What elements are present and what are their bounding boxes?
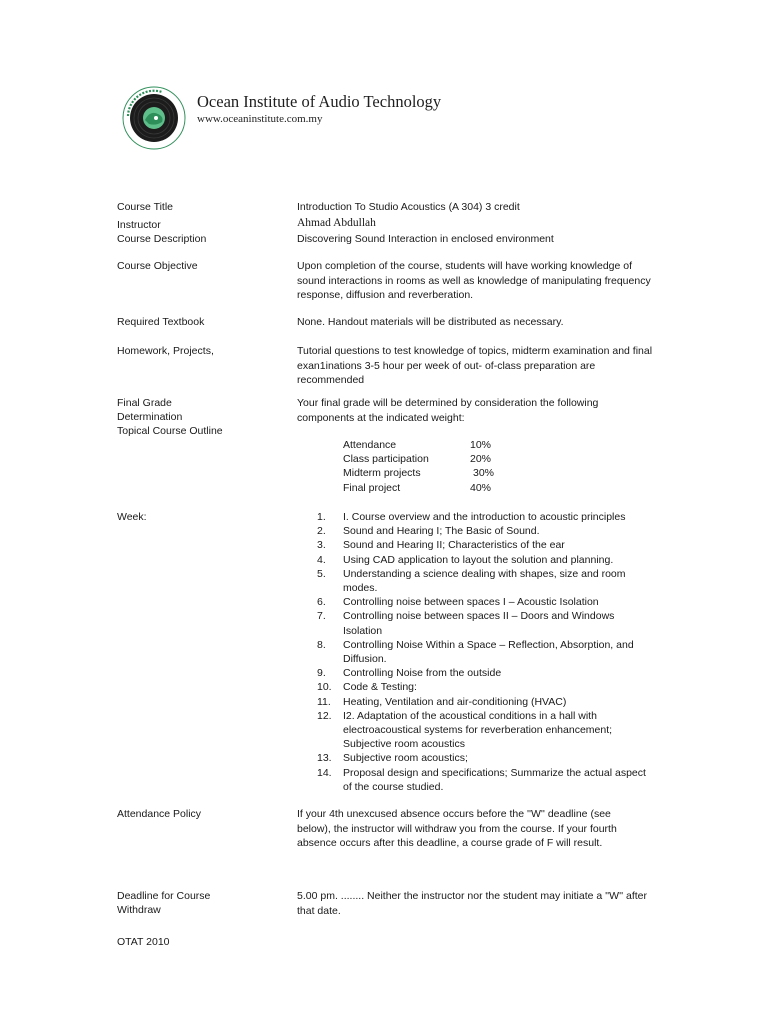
list-number: 7. <box>317 610 326 623</box>
list-item <box>317 567 647 595</box>
grade-weight: 10% <box>470 439 492 451</box>
homework-value: Tutorial questions to test knowledge of topics, midterm examination and final exan1inations 3-5 hour per week of out- of-class preparation are recommended <box>297 345 653 386</box>
list-text: Controlling noise between spaces II – Doors and Windows Isolation <box>343 610 615 637</box>
attendance-policy-label: Attendance Policy <box>117 808 202 820</box>
list-number: 5. <box>317 567 326 580</box>
list-number: 13. <box>317 752 332 765</box>
grade-component: Class participation <box>343 453 429 465</box>
list-text: Using CAD application to layout the solution and planning. <box>343 553 614 566</box>
grade-component: Midterm projects <box>343 467 421 479</box>
list-number: 1. <box>317 511 326 523</box>
list-item <box>317 709 647 752</box>
course-title-label: Course Title <box>117 201 174 213</box>
course-description-value: Discovering Sound Interaction in enclosed environment <box>297 233 554 245</box>
topical-outline-label: Topical Course Outline <box>117 425 223 437</box>
week-list <box>317 510 647 794</box>
list-number: 8. <box>317 638 326 651</box>
list-text: Subjective room acoustics; <box>343 752 468 765</box>
course-title-value: Introduction To Studio Acoustics (A 304) 3 credit <box>297 201 520 213</box>
list-text: Understanding a science dealing with shapes, size and room modes. <box>343 567 626 595</box>
footer-code: OTAT 2010 <box>117 936 170 948</box>
final-grade-label: Final Grade Determination <box>117 397 183 423</box>
required-textbook-label: Required Textbook <box>117 316 205 328</box>
list-item <box>317 553 647 567</box>
list-number: 11. <box>317 695 331 708</box>
list-item <box>317 766 647 794</box>
list-text: Controlling noise between spaces I – Acoustic Isolation <box>343 596 599 609</box>
required-textbook-value: None. Handout materials will be distributed as necessary. <box>297 316 564 328</box>
list-item <box>317 751 647 765</box>
list-number: 10. <box>317 681 332 694</box>
list-item <box>317 595 647 609</box>
list-item <box>317 538 647 552</box>
list-text: Controlling Noise Within a Space – Reflection, Absorption, and Diffusion. <box>343 638 634 666</box>
instructor-value: Ahmad Abdullah <box>297 217 376 229</box>
course-objective-label: Course Objective <box>117 260 198 272</box>
grade-weight: 30% <box>473 467 495 479</box>
final-grade-value: Your final grade will be determined by consideration the following components at the indicated weight: <box>297 397 599 424</box>
list-text: I2. Adaptation of the acoustical conditions in a hall with electroacoustical systems for reverberation enhancement; Subjective room acoustics <box>343 709 613 751</box>
grade-weight: 40% <box>470 482 492 494</box>
instructor-label: Instructor <box>117 219 161 231</box>
list-text: Sound and Hearing II; Characteristics of the ear <box>343 539 565 552</box>
institute-url: www.oceaninstitute.com.my <box>197 113 323 125</box>
homework-label: Homework, Projects, <box>117 345 214 357</box>
deadline-label: Deadline for Course Withdraw <box>117 890 211 916</box>
list-item <box>317 680 647 694</box>
list-item <box>317 666 647 680</box>
grade-weight: 20% <box>470 453 492 465</box>
list-text: I. Course overview and the introduction to acoustic principles <box>343 511 626 523</box>
institute-name: Ocean Institute of Audio Technology <box>197 92 442 111</box>
list-text: Controlling Noise from the outside <box>343 667 502 680</box>
list-text: Proposal design and specifications; Summarize the actual aspect of the course studied. <box>343 766 646 793</box>
list-item <box>317 695 647 709</box>
list-number: 12. <box>317 709 332 722</box>
institute-logo <box>122 86 186 150</box>
list-number: 14. <box>317 766 332 779</box>
course-description-label: Course Description <box>117 233 207 245</box>
grade-component: Final project <box>343 482 401 494</box>
list-item <box>317 638 647 666</box>
list-item <box>317 524 647 538</box>
deadline-value: 5.00 pm. ........ Neither the instructor nor the student may initiate a ''W'' after that date. <box>297 890 648 917</box>
grade-component: Attendance <box>343 439 397 451</box>
list-item <box>317 510 647 524</box>
list-text: Code & Testing: <box>343 681 417 694</box>
course-objective-value: Upon completion of the course, students will have working knowledge of sound interactions in rooms as well as knowledge of manipulating frequency response, diffusion and reverberation. <box>297 260 651 301</box>
list-number: 3. <box>317 539 326 552</box>
week-label: Week: <box>117 511 147 523</box>
list-number: 9. <box>317 667 326 680</box>
list-text: Heating, Ventilation and air-conditioning (HVAC) <box>343 695 567 708</box>
list-number: 6. <box>317 596 326 609</box>
attendance-policy-value: If your 4th unexcused absence occurs before the ''W'' deadline (see below), the instructor will withdraw you from the course. If your fourth absence occurs after this deadline, a course grade of F will result. <box>297 808 617 849</box>
list-number: 2. <box>317 525 326 538</box>
list-item <box>317 609 647 637</box>
list-number: 4. <box>317 553 326 566</box>
list-text: Sound and Hearing I; The Basic of Sound. <box>343 525 540 538</box>
